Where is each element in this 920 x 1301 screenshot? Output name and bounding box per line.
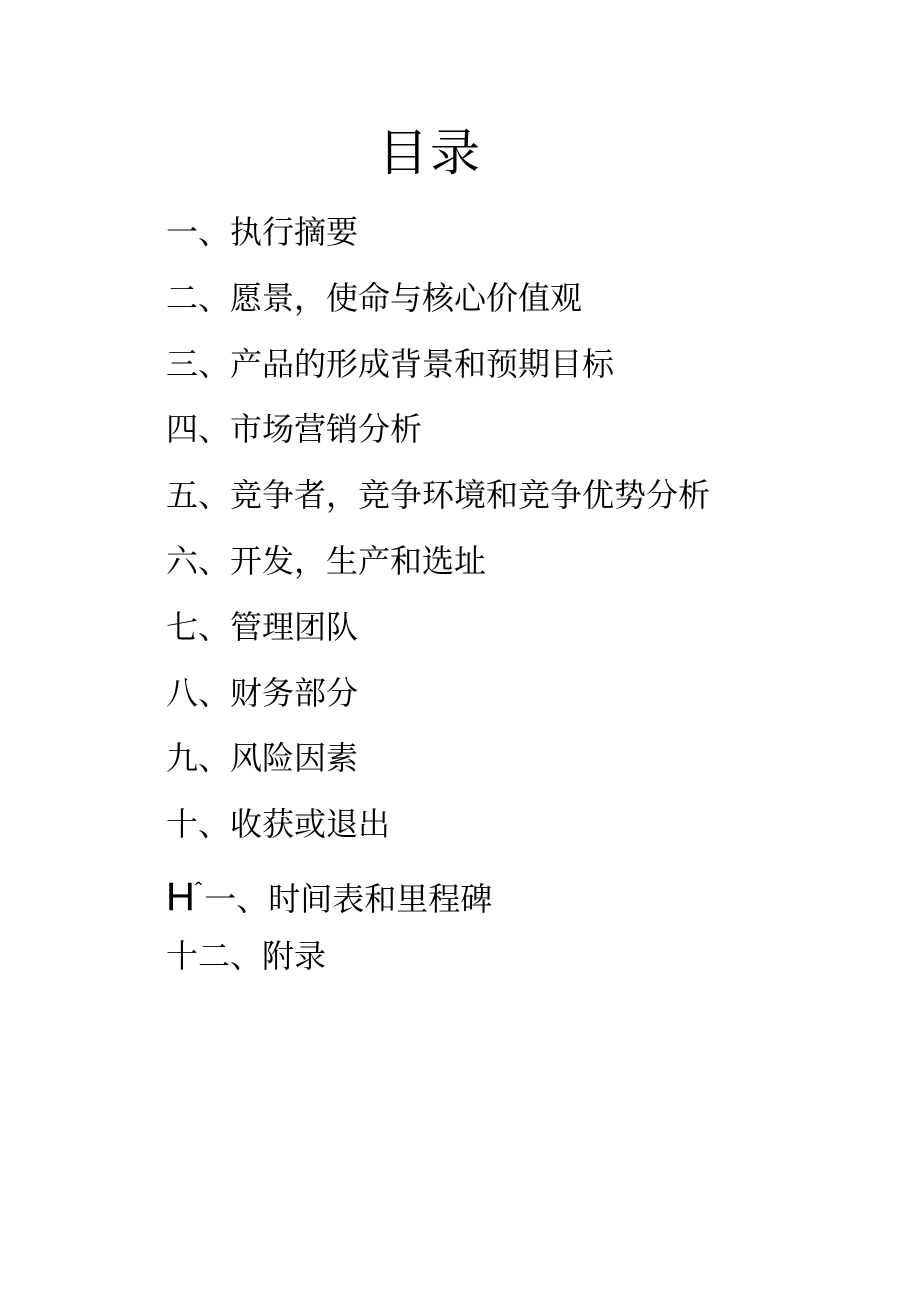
toc-item-9 [166,726,710,792]
toc-item-5 [166,463,710,529]
toc-item-caret: ˆ [194,877,203,903]
toc-item-text: 三、产品的形成背景和预期目标 [166,344,615,383]
page-title: 目录 [378,124,482,182]
toc-item-text: 二、愿景，使命与核心价值观 [166,278,583,317]
toc-item-text: 七、管理团队 [166,607,359,646]
toc-item-7 [166,595,710,661]
toc-item-4 [166,397,710,463]
toc-item-2 [166,266,710,332]
toc-item-text: 十、收获或退出 [166,805,391,844]
toc-list [166,200,710,990]
toc-item-text: 五、竞争者，竞争环境和竞争优势分析 [166,476,711,515]
toc-item-lead: H [166,874,195,919]
toc-item-12 [166,924,710,990]
toc-item-3 [166,332,710,398]
toc-item-8 [166,661,710,727]
toc-item-text: 一、时间表和里程碑 [204,879,493,918]
toc-item-11 [166,858,710,924]
toc-item-text: 十二、附录 [166,936,327,975]
toc-item-text: 六、开发，生产和选址 [166,541,487,580]
toc-item-text: 八、财务部分 [166,673,359,712]
toc-item-1 [166,200,710,266]
toc-item-6 [166,529,710,595]
toc-item-text: 九、风险因素 [166,739,359,778]
toc-item-text: 一、执行摘要 [166,213,359,251]
toc-item-text: 四、市场营销分析 [166,410,423,449]
toc-item-10 [166,792,710,858]
